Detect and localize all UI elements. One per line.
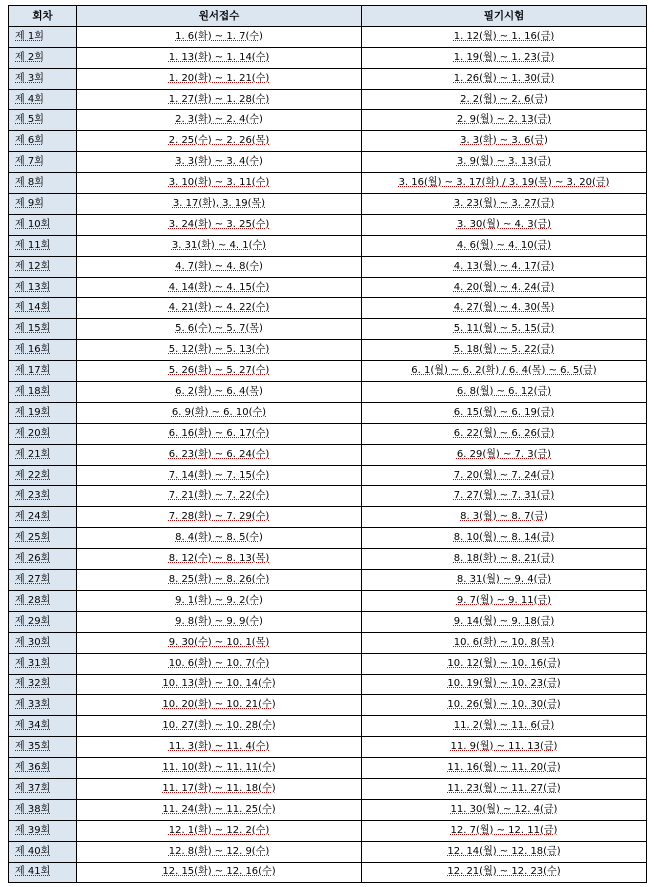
round-cell-text: 제 12회 [15,260,51,272]
round-cell-text: 제 25회 [15,532,51,544]
exam-cell [362,507,647,528]
round-cell-text: 제 15회 [15,323,51,335]
round-cell-text: 제 6회 [15,135,44,147]
round-cell-text: 제 5회 [15,114,44,126]
table-row [9,862,647,883]
application-cell [77,423,362,444]
round-cell-text: 제 32회 [15,678,51,690]
exam-cell-text: 4. 20(월) ~ 4. 24(금) [453,281,555,293]
round-cell-text: 제 17회 [15,365,51,377]
exam-cell [362,716,647,737]
exam-cell-text: 10. 19(월) ~ 10. 23(금) [447,678,561,690]
round-cell-text: 제 22회 [15,469,51,481]
exam-cell-text: 4. 27(월) ~ 4. 30(목) [453,302,555,314]
exam-cell-text: 3. 3(화) ~ 3. 6(금) [460,135,548,147]
round-cell-text: 제 11회 [15,239,51,251]
round-cell-text: 제 8회 [15,177,44,189]
exam-cell-text: 6. 1(월) ~ 6. 2(화) / 6. 4(목) ~ 6. 5(금) [411,365,597,377]
exam-cell-text: 2. 9(월) ~ 2. 13(금) [456,114,552,126]
table-row [9,549,647,570]
exam-cell [362,653,647,674]
table-row [9,298,647,319]
table-row [9,528,647,549]
table-row [9,382,647,403]
application-cell-text: 1. 20(화) ~ 1. 21(수) [168,72,270,84]
exam-cell-text: 12. 21(월) ~ 12. 23(수) [447,866,561,878]
exam-cell-text: 3. 30(월) ~ 4. 3(금) [456,218,552,230]
application-cell [77,611,362,632]
round-cell [9,862,77,883]
application-cell [77,674,362,695]
round-cell-text: 제 34회 [15,720,51,732]
exam-cell [362,570,647,591]
exam-cell [362,674,647,695]
application-cell [77,361,362,382]
application-cell-text: 1. 6(화) ~ 1. 7(수) [175,30,263,42]
application-cell [77,256,362,277]
application-cell [77,820,362,841]
exam-cell [362,152,647,173]
application-cell [77,570,362,591]
table-row [9,611,647,632]
header-application: 원서접수 [77,6,362,27]
application-cell [77,758,362,779]
round-cell-text: 제 40회 [15,845,51,857]
application-cell-text: 8. 25(화) ~ 8. 26(수) [168,573,270,585]
exam-cell [362,778,647,799]
application-cell [77,549,362,570]
round-cell [9,402,77,423]
round-cell [9,570,77,591]
exam-cell-text: 7. 20(월) ~ 7. 24(금) [453,469,555,481]
application-cell [77,319,362,340]
exam-cell-text: 3. 23(월) ~ 3. 27(금) [453,197,555,209]
table-row [9,173,647,194]
application-cell-text: 5. 12(화) ~ 5. 13(수) [168,344,270,356]
round-cell-text: 제 9회 [15,197,44,209]
exam-cell [362,26,647,47]
round-cell-text: 제 13회 [15,281,51,293]
application-cell-text: 6. 23(화) ~ 6. 24(수) [168,448,270,460]
application-cell [77,465,362,486]
table-row [9,444,647,465]
round-cell [9,778,77,799]
table-row [9,758,647,779]
round-cell [9,26,77,47]
application-cell [77,214,362,235]
exam-cell [362,110,647,131]
exam-cell-text: 12. 7(월) ~ 12. 11(금) [450,824,558,836]
round-cell-text: 제 36회 [15,762,51,773]
application-cell [77,235,362,256]
round-cell [9,674,77,695]
round-cell-text: 제 4회 [15,93,44,105]
exam-cell-text: 8. 3(월) ~ 8. 7(금) [460,511,548,523]
table-row [9,26,647,47]
application-cell-text: 4. 7(화) ~ 4. 8(수) [175,260,263,272]
table-row [9,737,647,758]
table-row [9,214,647,235]
application-cell-text: 7. 28(화) ~ 7. 29(수) [168,511,270,523]
round-cell [9,277,77,298]
round-cell-text: 제 14회 [15,302,51,314]
application-cell [77,402,362,423]
round-cell [9,611,77,632]
application-cell-text: 6. 9(화) ~ 6. 10(수) [171,406,267,418]
application-cell [77,68,362,89]
round-cell [9,256,77,277]
round-cell-text: 제 7회 [15,156,44,168]
round-cell-text: 제 16회 [15,344,51,356]
round-cell [9,152,77,173]
exam-cell-text: 1. 26(월) ~ 1. 30(금) [453,72,555,84]
exam-cell-text: 3. 16(월) ~ 3. 17(화) / 3. 19(목) ~ 3. 20(금) [398,177,610,189]
application-cell [77,110,362,131]
table-row [9,841,647,862]
table-row [9,402,647,423]
exam-cell [362,632,647,653]
application-cell [77,737,362,758]
header-written-exam: 필기시험 [362,6,647,27]
application-cell [77,862,362,883]
round-cell [9,799,77,820]
round-cell-text: 제 38회 [15,803,51,815]
application-cell-text: 2. 25(수) ~ 2. 26(목) [168,135,270,147]
exam-cell-text: 11. 9(월) ~ 11. 13(금) [450,741,558,753]
exam-cell [362,194,647,215]
application-cell-text: 2. 3(화) ~ 2. 4(수) [175,114,263,126]
exam-cell [362,298,647,319]
application-cell-text: 11. 24(화) ~ 11. 25(수) [162,803,276,815]
exam-cell [362,528,647,549]
round-cell-text: 제 30회 [15,636,51,648]
exam-cell [362,737,647,758]
round-cell [9,214,77,235]
round-cell-text: 제 24회 [15,511,51,523]
application-cell-text: 10. 6(화) ~ 10. 7(수) [168,657,270,669]
round-cell [9,632,77,653]
exam-cell [362,799,647,820]
round-cell-text: 제 20회 [15,427,51,439]
application-cell-text: 12. 1(화) ~ 12. 2(수) [168,824,270,836]
round-cell [9,423,77,444]
exam-cell [362,841,647,862]
application-cell-text: 11. 17(화) ~ 11. 18(수) [162,782,276,794]
round-cell [9,89,77,110]
exam-cell [362,131,647,152]
application-cell-text: 6. 16(화) ~ 6. 17(수) [168,427,270,439]
exam-cell-text: 10. 26(월) ~ 10. 30(금) [447,699,561,711]
exam-cell [362,47,647,68]
round-cell-text: 제 41회 [15,866,51,878]
exam-cell-text: 11. 23(월) ~ 11. 27(금) [447,782,561,794]
application-cell-text: 3. 17(화), 3. 19(목) [172,197,266,209]
round-cell [9,382,77,403]
exam-cell [362,340,647,361]
round-cell [9,131,77,152]
application-cell [77,173,362,194]
application-cell [77,89,362,110]
exam-cell-text: 8. 31(월) ~ 9. 4(금) [456,573,552,585]
exam-cell-text: 11. 30(월) ~ 12. 4(금) [450,803,558,815]
application-cell [77,194,362,215]
table-row [9,590,647,611]
table-row [9,277,647,298]
exam-cell [362,173,647,194]
application-cell-text: 10. 13(화) ~ 10. 14(수) [162,678,276,690]
round-cell [9,173,77,194]
application-cell-text: 9. 8(화) ~ 9. 9(수) [175,615,263,627]
application-cell-text: 3. 24(화) ~ 3. 25(수) [168,218,270,230]
round-cell [9,298,77,319]
application-cell-text: 8. 12(수) ~ 8. 13(목) [168,553,270,565]
header-round: 회차 [9,6,77,27]
application-cell-text: 4. 21(화) ~ 4. 22(수) [168,302,270,314]
exam-cell-text: 4. 6(월) ~ 4. 10(금) [456,239,552,251]
exam-cell [362,549,647,570]
application-cell [77,26,362,47]
exam-cell [362,89,647,110]
exam-cell [362,68,647,89]
exam-cell-text: 1. 19(월) ~ 1. 23(금) [453,51,555,63]
table-row [9,110,647,131]
round-cell-text: 제 1회 [15,30,44,42]
exam-cell-text: 9. 14(월) ~ 9. 18(금) [453,615,555,627]
table-row [9,68,647,89]
application-cell-text: 11. 10(화) ~ 11. 11(수) [162,762,276,773]
application-cell-text: 11. 3(화) ~ 11. 4(수) [168,741,270,753]
application-cell-text: 10. 27(화) ~ 10. 28(수) [162,720,276,732]
round-cell-text: 제 35회 [15,741,51,753]
round-cell [9,841,77,862]
round-cell-text: 제 37회 [15,782,51,794]
exam-cell-text: 6. 29(월) ~ 7. 3(금) [456,448,552,460]
application-cell [77,298,362,319]
table-row [9,89,647,110]
application-cell [77,47,362,68]
application-cell [77,340,362,361]
round-cell [9,507,77,528]
round-cell [9,549,77,570]
round-cell [9,340,77,361]
exam-cell-text: 6. 8(월) ~ 6. 12(금) [456,385,552,397]
table-row [9,319,647,340]
table-header [9,6,647,27]
table-row [9,47,647,68]
table-row [9,340,647,361]
application-cell [77,131,362,152]
table-row [9,152,647,173]
table-row [9,256,647,277]
round-cell [9,465,77,486]
round-cell [9,528,77,549]
round-cell-text: 제 23회 [15,490,51,502]
exam-cell-text: 1. 12(월) ~ 1. 16(금) [453,30,555,42]
round-cell [9,820,77,841]
exam-cell [362,423,647,444]
table-row [9,653,647,674]
application-cell-text: 3. 31(화) ~ 4. 1(수) [171,239,267,251]
application-cell-text: 8. 4(화) ~ 8. 5(수) [175,532,263,544]
table-row [9,194,647,215]
application-cell [77,382,362,403]
exam-cell [362,256,647,277]
round-cell-text: 제 28회 [15,594,51,606]
round-cell-text: 제 29회 [15,615,51,627]
exam-cell [362,695,647,716]
round-cell-text: 제 3회 [15,72,44,84]
application-cell [77,799,362,820]
table-row [9,361,647,382]
exam-cell-text: 4. 13(월) ~ 4. 17(금) [453,260,555,272]
round-cell [9,235,77,256]
exam-cell-text: 8. 10(월) ~ 8. 14(금) [453,532,555,544]
round-cell-text: 제 2회 [15,51,44,63]
round-cell [9,194,77,215]
table-row [9,423,647,444]
round-cell [9,653,77,674]
round-cell [9,758,77,779]
exam-cell [362,611,647,632]
application-cell [77,653,362,674]
application-cell-text: 1. 27(화) ~ 1. 28(수) [168,93,270,105]
exam-cell [362,444,647,465]
application-cell [77,716,362,737]
round-cell [9,590,77,611]
round-cell [9,444,77,465]
application-cell [77,695,362,716]
exam-cell [362,486,647,507]
table-row [9,632,647,653]
header-row [9,6,647,27]
exam-cell [362,402,647,423]
exam-cell-text: 9. 7(월) ~ 9. 11(금) [456,594,552,606]
application-cell [77,507,362,528]
table-row [9,820,647,841]
table-row [9,695,647,716]
exam-cell-text: 5. 18(월) ~ 5. 22(금) [453,344,555,356]
application-cell-text: 7. 14(화) ~ 7. 15(수) [168,469,270,481]
application-cell-text: 3. 10(화) ~ 3. 11(수) [168,177,270,189]
table-row [9,716,647,737]
exam-cell [362,590,647,611]
application-cell [77,528,362,549]
round-cell-text: 제 26회 [15,553,51,565]
exam-cell-text: 6. 15(월) ~ 6. 19(금) [453,406,555,418]
exam-cell-text: 11. 16(월) ~ 11. 20(금) [447,762,561,773]
round-cell-text: 제 18회 [15,385,51,397]
application-cell-text: 5. 6(수) ~ 5. 7(목) [175,323,263,335]
exam-cell-text: 8. 18(화) ~ 8. 21(금) [453,553,555,565]
exam-cell [362,758,647,779]
round-cell [9,110,77,131]
application-cell-text: 3. 3(화) ~ 3. 4(수) [175,156,263,168]
application-cell [77,778,362,799]
table-row [9,235,647,256]
table-row [9,799,647,820]
application-cell [77,632,362,653]
table-row [9,486,647,507]
exam-cell [362,214,647,235]
round-cell [9,68,77,89]
round-cell [9,47,77,68]
round-cell-text: 제 21회 [15,448,51,460]
exam-cell [362,382,647,403]
round-cell-text: 제 10회 [15,218,51,230]
application-cell-text: 5. 26(화) ~ 5. 27(수) [168,365,270,377]
exam-cell-text: 6. 22(월) ~ 6. 26(금) [453,427,555,439]
exam-cell [362,862,647,883]
application-cell-text: 4. 14(화) ~ 4. 15(수) [168,281,270,293]
exam-cell-text: 11. 2(월) ~ 11. 6(금) [453,720,555,732]
exam-cell-text: 12. 14(월) ~ 12. 18(금) [447,845,561,857]
application-cell [77,152,362,173]
round-cell-text: 제 39회 [15,824,51,836]
round-cell [9,486,77,507]
table-row [9,465,647,486]
application-cell [77,486,362,507]
application-cell-text: 12. 8(화) ~ 12. 9(수) [168,845,270,857]
table-row [9,674,647,695]
round-cell-text: 제 31회 [15,657,51,669]
table-row [9,778,647,799]
round-cell-text: 제 27회 [15,573,51,585]
exam-cell [362,319,647,340]
round-cell [9,319,77,340]
table-row [9,507,647,528]
round-cell [9,361,77,382]
round-cell-text: 제 33회 [15,699,51,711]
table-row [9,131,647,152]
application-cell [77,590,362,611]
exam-cell [362,277,647,298]
table-body [9,26,647,883]
exam-cell-text: 10. 12(월) ~ 10. 16(금) [447,657,561,669]
application-cell-text: 10. 20(화) ~ 10. 21(수) [162,699,276,711]
exam-cell [362,361,647,382]
application-cell-text: 1. 13(화) ~ 1. 14(수) [168,51,270,63]
exam-cell-text: 5. 11(월) ~ 5. 15(금) [453,323,555,335]
exam-cell [362,465,647,486]
application-cell [77,841,362,862]
application-cell-text: 6. 2(화) ~ 6. 4(목) [175,385,263,397]
round-cell-text: 제 19회 [15,406,51,418]
application-cell [77,277,362,298]
exam-cell-text: 7. 27(월) ~ 7. 31(금) [453,490,555,502]
round-cell [9,716,77,737]
application-cell-text: 12. 15(화) ~ 12. 16(수) [162,866,276,878]
application-cell [77,444,362,465]
exam-cell-text: 2. 2(월) ~ 2. 6(금) [460,93,548,105]
exam-cell [362,820,647,841]
exam-cell-text: 3. 9(월) ~ 3. 13(금) [456,156,552,168]
application-cell-text: 9. 30(수) ~ 10. 1(목) [168,636,270,648]
exam-cell-text: 10. 6(화) ~ 10. 8(목) [453,636,555,648]
application-cell-text: 9. 1(화) ~ 9. 2(수) [175,594,263,606]
table-row [9,570,647,591]
application-cell-text: 7. 21(화) ~ 7. 22(수) [168,490,270,502]
round-cell [9,737,77,758]
exam-cell [362,235,647,256]
exam-schedule-table [8,5,647,883]
round-cell [9,695,77,716]
